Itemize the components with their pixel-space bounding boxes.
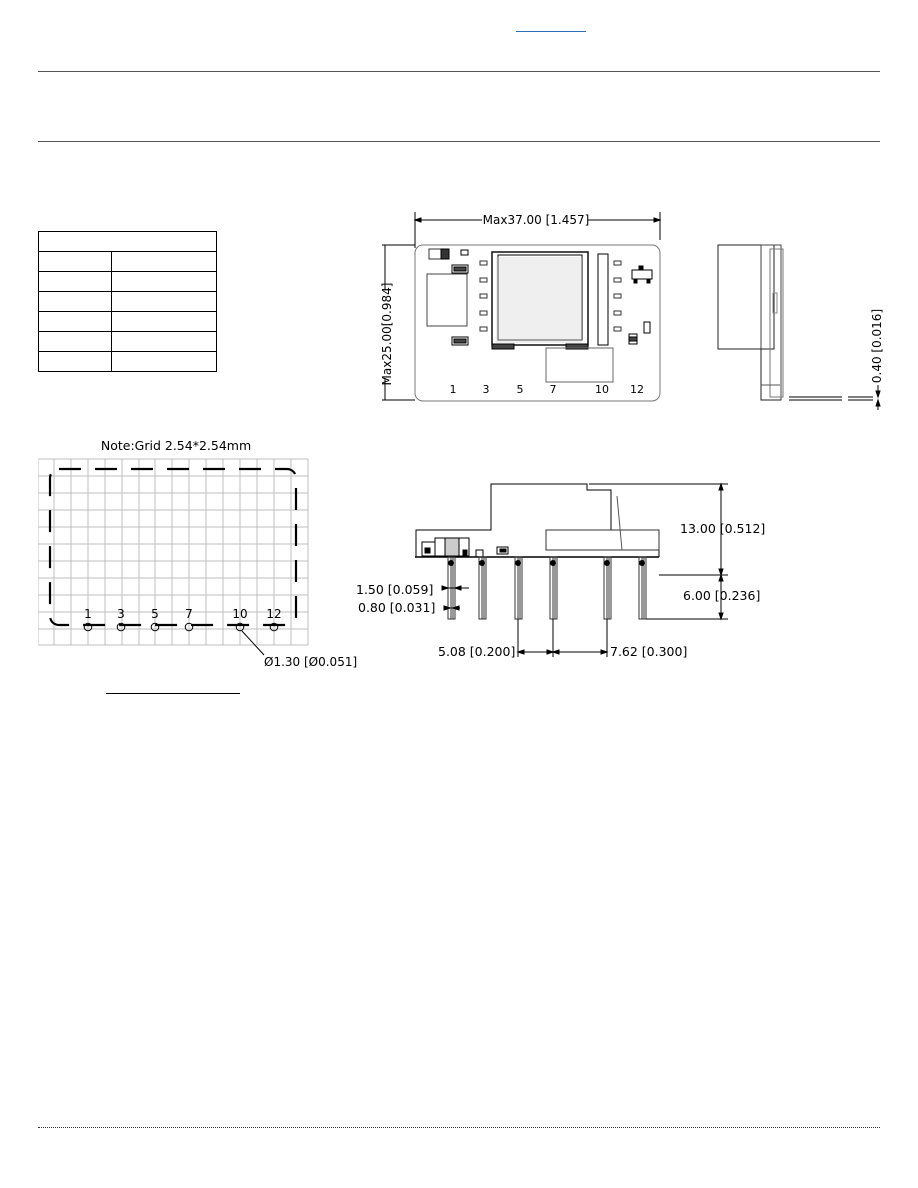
function-cell bbox=[112, 252, 217, 272]
pin-label: 1 bbox=[449, 383, 457, 396]
pin-cell bbox=[39, 352, 112, 372]
function-cell bbox=[112, 292, 217, 312]
pin-label: 3 bbox=[482, 383, 490, 396]
table-row bbox=[39, 252, 217, 272]
pin-label: 3 bbox=[117, 607, 125, 621]
pin-label: 5 bbox=[151, 607, 159, 621]
function-cell bbox=[112, 272, 217, 292]
table-header-row bbox=[39, 232, 217, 252]
thickness-dimension: 0.40 [0.016] bbox=[870, 308, 884, 384]
pin-label: 10 bbox=[232, 607, 248, 621]
footer-divider bbox=[38, 1127, 880, 1128]
pin-cell bbox=[39, 272, 112, 292]
table-row bbox=[39, 272, 217, 292]
table-title bbox=[39, 232, 217, 252]
front-view-drawing bbox=[352, 476, 782, 666]
pin-label: 12 bbox=[266, 607, 282, 621]
hole-dimension: Ø1.30 [Ø0.051] bbox=[264, 655, 358, 669]
function-cell bbox=[112, 332, 217, 352]
height-dimension: 13.00 [0.512] bbox=[680, 521, 766, 536]
table-row bbox=[39, 312, 217, 332]
pin-label: 5 bbox=[516, 383, 524, 396]
top-divider bbox=[38, 71, 880, 72]
pin-function-table bbox=[38, 231, 217, 372]
table-row bbox=[39, 352, 217, 372]
section-underline bbox=[106, 693, 240, 694]
pin-label: 7 bbox=[185, 607, 193, 621]
pin-cell bbox=[39, 292, 112, 312]
top-view-drawing bbox=[370, 200, 700, 415]
height-dimension: Max25.00[0.984] bbox=[380, 282, 394, 386]
pin-cell bbox=[39, 332, 112, 352]
pitch-small-dimension: 5.08 [0.200] bbox=[438, 644, 516, 659]
pin-length-dimension: 6.00 [0.236] bbox=[683, 588, 761, 603]
pitch-large-dimension: 7.62 [0.300] bbox=[610, 644, 688, 659]
section-divider bbox=[38, 141, 880, 142]
pin-cell bbox=[39, 312, 112, 332]
pin-thickness-dimension: 0.80 [0.031] bbox=[358, 600, 436, 615]
footprint-drawing bbox=[38, 435, 363, 675]
pin-cell bbox=[39, 252, 112, 272]
table-row bbox=[39, 292, 217, 312]
width-dimension: Max37.00 [1.457] bbox=[482, 213, 590, 227]
function-cell bbox=[112, 352, 217, 372]
side-view-drawing bbox=[705, 235, 890, 415]
pin-label: 10 bbox=[595, 383, 609, 396]
pin-label: 12 bbox=[630, 383, 644, 396]
function-cell bbox=[112, 312, 217, 332]
header-link[interactable] bbox=[516, 31, 586, 32]
table-row bbox=[39, 332, 217, 352]
pin-width-dimension: 1.50 [0.059] bbox=[356, 582, 434, 597]
pin-label: 7 bbox=[549, 383, 557, 396]
pin-label: 1 bbox=[84, 607, 92, 621]
grid-note: Note:Grid 2.54*2.54mm bbox=[100, 438, 252, 453]
